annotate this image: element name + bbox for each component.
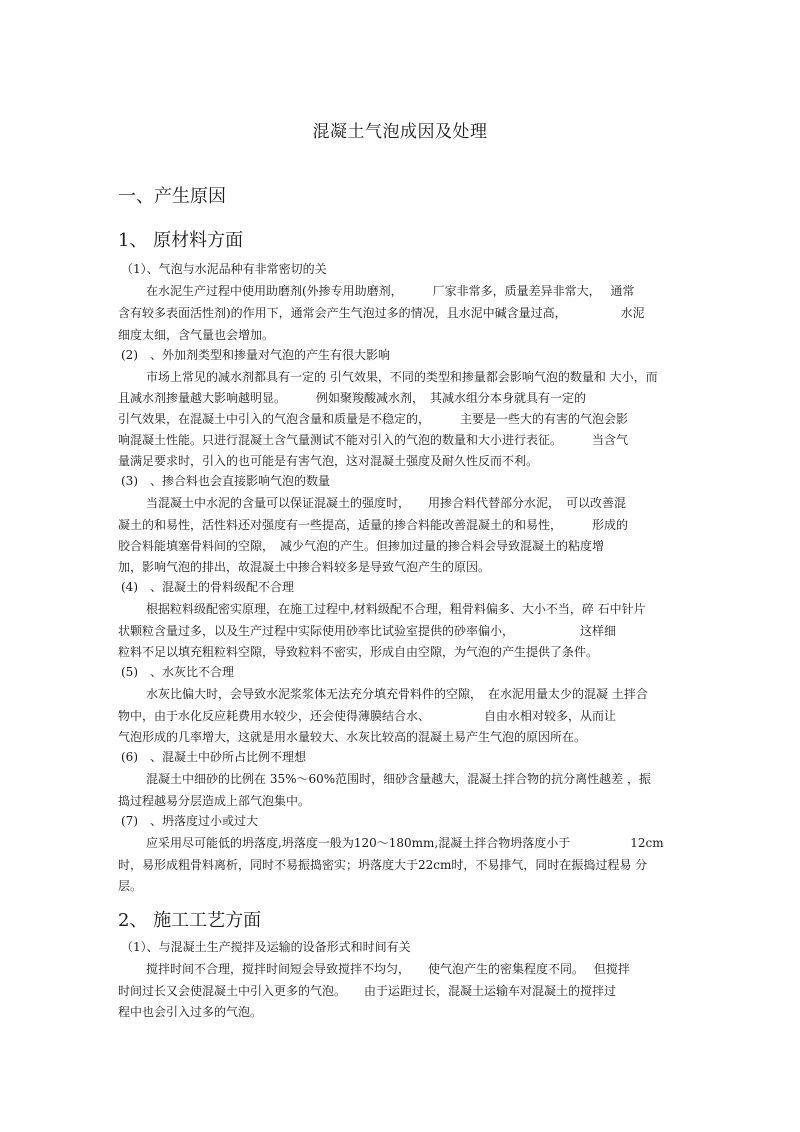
item-heading-8: （1）、与混凝土生产搅拌及运输的设备形式和时间有关 — [121, 940, 411, 954]
paragraph-line: 市场上常见的减水剂都具有一定的 引气效果，不同的类型和掺量都会影响气泡的数量和 大小，而 — [146, 370, 658, 384]
paragraph-line: 响混凝土性能。只进行混凝土含气量测试不能对引入的气泡的数量和大小进行表征。 当含气 — [118, 433, 629, 447]
paragraph-line: 在水泥生产过程中使用助磨剂(外掺专用助磨剂， 厂家非常多，质量差异非常大， 通常 — [146, 284, 635, 298]
paragraph-line: 时间过长又会使混凝土中引入更多的气泡。 由于运距过长，混凝土运输车对混凝土的搅拌过 — [118, 984, 617, 998]
item-heading-6: (6) 、混凝土中砂所占比例不理想 — [121, 750, 306, 764]
paragraph-line: 含有较多表面活性剂)的作用下，通常会产生气泡过多的情况，且水泥中碱含量过高， 水泥 — [118, 306, 645, 320]
paragraph-line: 且减水剂掺量越大影响越明显。 例如聚羧酸减水剂， 其减水组分本身就具有一定的 — [118, 391, 587, 405]
item-heading-5: (5) 、水灰比不合理 — [121, 665, 234, 679]
paragraph-line: 加，影响气泡的排出，故混凝土中掺合料较多是导致气泡产生的原因。 — [118, 560, 491, 574]
paragraph-line: 引气效果，在混凝土中引入的气泡含量和质量是不稳定的， 主要是一些大的有害的气泡会影 — [118, 412, 629, 426]
paragraph-line: 细度太细，含气量也会增加。 — [118, 328, 275, 342]
paragraph-line: 时，易形成粗骨料离析，同时不易振捣密实；坍落度大于22cm时，不易排气，同时在振捣过程易 分 — [118, 858, 648, 872]
paragraph-line: 应采用尽可能低的坍落度,坍落度一般为120～180mm,混凝土拌合物坍落度小于 12cm — [146, 836, 664, 850]
paragraph-line: 状颗粒含量过多，以及生产过程中实际使用砂率比试验室提供的砂率偏小， 这样细 — [118, 624, 617, 638]
paragraph-line: 物中，由于水化反应耗费用水较少，还会使得薄膜结合水、 自由水相对较多，从而让 — [118, 709, 617, 723]
section-heading-causes: 一、产生原因 — [118, 186, 226, 207]
item-heading-1: （1）、气泡与水泥品种有非常密切的关 — [121, 262, 327, 276]
item-heading-3: (3) 、掺合料也会直接影响气泡的数量 — [121, 474, 330, 488]
paragraph-line: 气泡形成的几率增大，这就是用水量较大、水灰比较高的混凝土易产生气泡的原因所在。 — [118, 730, 587, 744]
paragraph-line: 捣过程越易分层造成上部气泡集中。 — [118, 794, 311, 808]
paragraph-line: 粒料不足以填充粗粒料空隙，导致粒料不密实，形成自由空隙，为气泡的产生提供了条件。 — [118, 645, 599, 659]
subsection-raw-materials: 1、 原材料方面 — [118, 230, 244, 251]
paragraph-line: 水灰比偏大时，会导致水泥浆浆体无法充分填充骨料件的空隙， 在水泥用量太少的混凝 土拌合 — [146, 687, 648, 701]
item-heading-4: (4) 、混凝土的骨料级配不合理 — [121, 580, 294, 594]
subsection-construction-process: 2、 施工工艺方面 — [118, 910, 262, 931]
paragraph-line: 凝土的和易性，活性料还对强度有一些提高，适量的掺合料能改善混凝土的和易性， 形成的 — [118, 518, 629, 532]
paragraph-line: 层。 — [118, 879, 143, 893]
paragraph-line: 程中也会引入过多的气泡。 — [118, 1005, 263, 1019]
item-heading-7: (7) 、坍落度过小或过大 — [121, 814, 258, 828]
paragraph-line: 量满足要求时，引入的也可能是有害气泡，这对混凝土强度及耐久性反而不利。 — [118, 454, 539, 468]
paragraph-line: 混凝土中细砂的比例在 35%～60%范围时，细砂含量越大，混凝土拌合物的抗分离性越差 ，振 — [146, 772, 651, 786]
paragraph-line: 胶合料能填塞骨料间的空隙， 减少气泡的产生。但掺加过量的掺合料会导致混凝土的粘度增 — [118, 539, 605, 553]
paragraph-line: 当混凝土中水泥的含量可以保证混凝土的强度时， 用掺合料代替部分水泥， 可以改善混 — [146, 496, 627, 510]
item-heading-2: (2) 、外加剂类型和掺量对气泡的产生有很大影响 — [121, 348, 390, 362]
paragraph-line: 搅拌时间不合理，搅拌时间短会导致搅拌不均匀， 使气泡产生的密集程度不同。 但搅拌 — [146, 962, 630, 976]
paragraph-line: 根据粒料级配密实原理，在施工过程中,材料级配不合理，粗骨料偏多、大小不当，碎 石中针片 — [146, 602, 646, 616]
document-title: 混凝土气泡成因及处理 — [312, 122, 488, 142]
